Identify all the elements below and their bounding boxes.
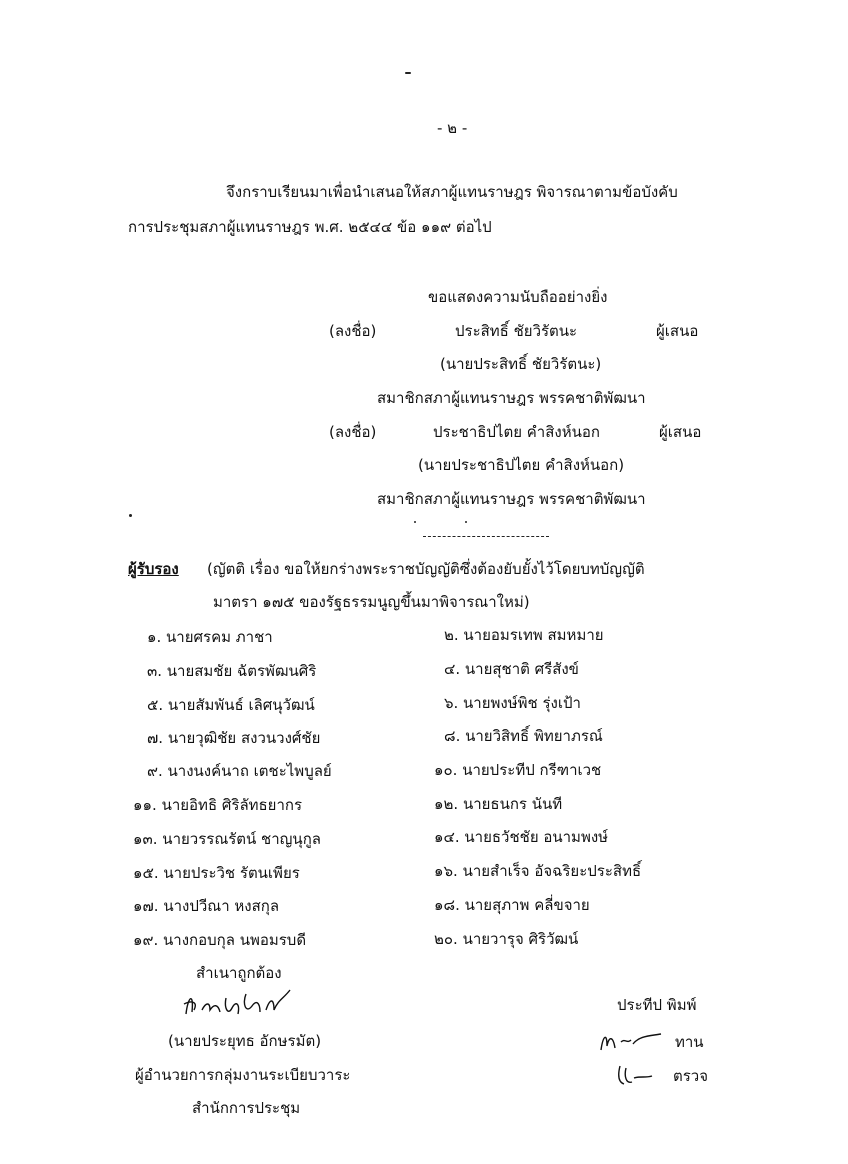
endorser-right-18: ๑๘. นายสุภาพ คลี่ขจาย [434, 896, 590, 914]
signer-1-position: สมาชิกสภาผู้แทนราษฎร พรรคชาติพัฒนา [377, 389, 646, 407]
signer-1-role: ผู้เสนอ [656, 322, 699, 340]
certified-copy-label: สำเนาถูกต้อง [196, 964, 282, 982]
endorser-right-20: ๒๐. นายวารุจ ศิริวัฒน์ [434, 930, 579, 948]
separator-line [423, 536, 549, 537]
endorser-right-10: ๑๐. นายประทีป กรีฑาเวช [434, 761, 602, 779]
scan-dot [465, 521, 467, 523]
endorser-right-2: ๒. นายอมรเทพ สมหมาย [444, 626, 604, 644]
endorser-right-14: ๑๔. นายธวัชชัย อนามพงษ์ [434, 828, 609, 846]
scan-dot [414, 521, 416, 523]
endorser-right-16: ๑๖. นายสำเร็จ อัจฉริยะประสิทธิ์ [434, 862, 642, 880]
endorser-left-1: ๑. นายศรคม ภาชา [147, 628, 273, 646]
signer-1-sign-label: (ลงชื่อ) [329, 322, 377, 340]
typist-label: ประทีป พิมพ์ [617, 996, 697, 1014]
endorser-right-4: ๔. นายสุชาติ ศรีสังข์ [444, 660, 579, 678]
signer-2-full-name: (นายประชาธิปไตย คำสิงห์นอก) [418, 456, 625, 474]
endorser-left-11: ๑๑. นายอิทธิ ศิริลัทธยากร [133, 796, 303, 814]
checker-label: ทาน [675, 1033, 704, 1051]
endorser-left-17: ๑๗. นางปวีณา หงสกุล [133, 897, 280, 915]
intro-line-1: จึงกราบเรียนมาเพื่อนำเสนอให้สภาผู้แทนราษฎร พิจารณาตามข้อบังคับ [226, 183, 678, 201]
signer-2-sign-label: (ลงชื่อ) [329, 423, 377, 441]
endorser-left-13: ๑๓. นายวรรณรัตน์ ชาญนุกูล [133, 830, 321, 848]
certifier-position: ผู้อำนวยการกลุ่มงานระเบียบวาระ [135, 1066, 351, 1084]
scan-dot [129, 514, 132, 517]
certifier-name: (นายประยุทธ อักษรมัต) [168, 1032, 322, 1050]
signer-1-full-name: (นายประสิทธิ์ ชัยวิรัตนะ) [440, 355, 602, 373]
proofreader-label: ตรวจ [673, 1067, 709, 1085]
certifier-signature [180, 986, 300, 1022]
endorser-left-5: ๕. นายสัมพันธ์ เลิศนุวัฒน์ [147, 696, 315, 714]
signer-2-role: ผู้เสนอ [659, 423, 702, 441]
endorser-left-3: ๓. นายสมชัย ฉัตรพัฒนศิริ [147, 662, 317, 680]
closing-salutation: ขอแสดงความนับถืออย่างยิ่ง [428, 288, 608, 306]
proofreader-initials [614, 1060, 654, 1088]
endorser-right-6: ๖. นายพงษ์พิช รุ่งเป้า [444, 694, 581, 712]
checker-initials [597, 1026, 667, 1056]
endorser-left-9: ๙. นางนงค์นาถ เตชะไพบูลย์ [147, 762, 332, 780]
certifier-office: สำนักการประชุม [192, 1099, 301, 1117]
intro-line-2: การประชุมสภาผู้แทนราษฎร พ.ศ. ๒๕๔๔ ข้อ ๑๑๙ ต่อไป [128, 218, 492, 236]
endorser-left-15: ๑๕. นายประวิช รัตนเพียร [133, 864, 300, 882]
page-number: - ๒ - [437, 119, 468, 137]
signer-2-position: สมาชิกสภาผู้แทนราษฎร พรรคชาติพัฒนา [377, 490, 646, 508]
signer-1-signature-name: ประสิทธิ์ ชัยวิรัตนะ [455, 322, 578, 340]
scan-mark [405, 72, 411, 74]
endorser-right-8: ๘. นายวิสิทธิ์ พิทยาภรณ์ [444, 727, 603, 745]
endorser-left-19: ๑๙. นางกอบกุล นพอมรบดี [133, 931, 307, 949]
signer-2-signature-name: ประชาธิปไตย คำสิงห์นอก [433, 423, 600, 441]
endorser-left-7: ๗. นายวุฒิชัย สงวนวงศ์ชัย [147, 729, 321, 747]
endorsers-subject-line-2: มาตรา ๑๗๕ ของรัฐธรรมนูญขึ้นมาพิจารณาใหม่) [213, 593, 530, 611]
endorsers-subject-line-1: (ญัตติ เรื่อง ขอให้ยกร่างพระราชบัญญัติซึ่งต้องยับยั้งไว้โดยบทบัญญัติ [207, 560, 645, 578]
endorser-right-12: ๑๒. นายธนกร นันที [434, 795, 563, 813]
endorsers-heading: ผู้รับรอง [128, 560, 179, 578]
